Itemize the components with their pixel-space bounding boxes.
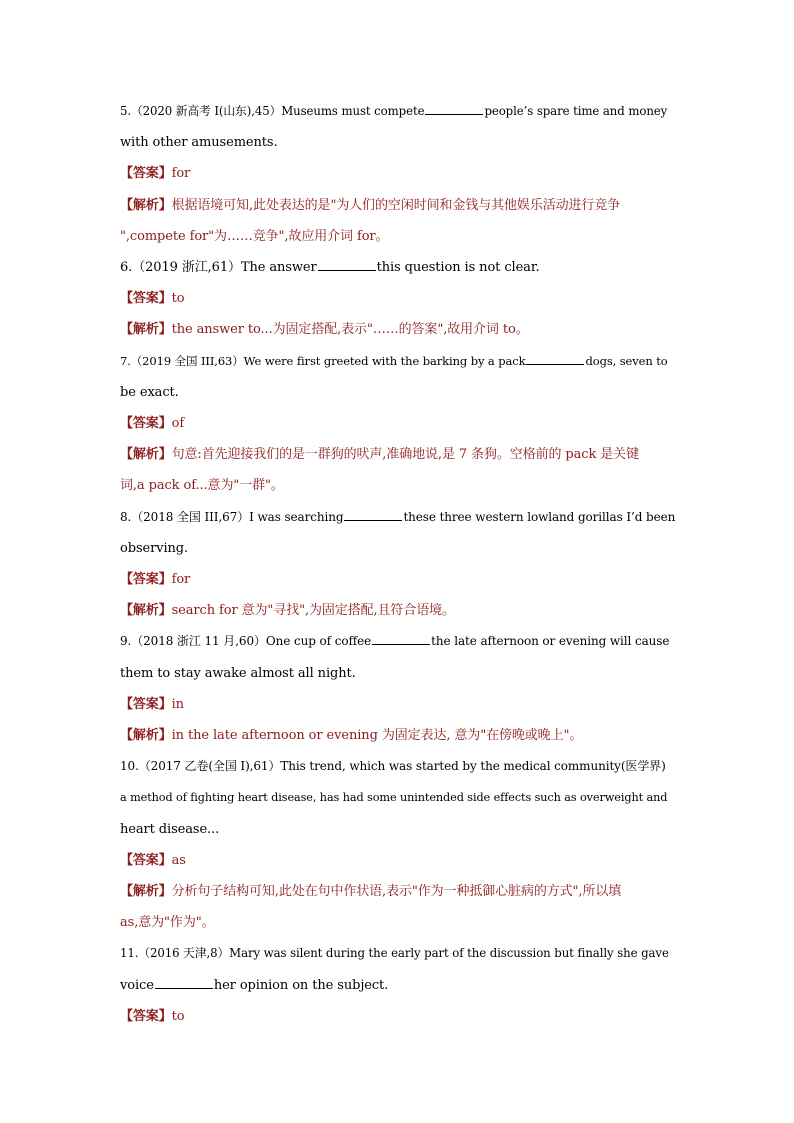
analysis-tag: 【解析】 (120, 884, 172, 900)
question-9-text-a: 9.（2018 浙江 11 月,60）One cup of coffee (120, 634, 372, 649)
question-11-answer (120, 1001, 675, 1032)
question-8-text-b: these three western lowland gorillas I’d been (403, 509, 676, 524)
answer-value: for (171, 572, 191, 588)
question-7-analysis-2: 词,a pack of...意为"一群"。 (120, 478, 284, 494)
analysis-text: 根据语境可知,此处表达的是"为人们的空闲时间和金钱与其他娱乐活动进行竞争 (171, 197, 621, 213)
answer-value: as (171, 852, 186, 868)
answer-tag: 【答案】 (120, 696, 172, 712)
answer-value: for (171, 166, 191, 182)
question-10-analysis-1 (120, 876, 675, 907)
question-10-line-3: heart disease... (120, 821, 220, 837)
answer-blank (425, 101, 483, 115)
answer-value: in (171, 696, 184, 712)
answer-tag: 【答案】 (120, 291, 172, 307)
question-8-line-2: observing. (120, 540, 189, 556)
analysis-text: 句意:首先迎接我们的是一群狗的吠声,准确地说,是 7 条狗。空格前的 pack 是关键 (171, 447, 639, 463)
question-5-text-a: 5.（2020 新高考 I(山东),45）Museums must compete (120, 104, 425, 118)
analysis-tag: 【解析】 (120, 197, 172, 213)
analysis-tag: 【解析】 (120, 322, 172, 338)
analysis-text: the answer to...为固定搭配,表示"……的答案",故用介词 to。 (171, 322, 529, 338)
analysis-text: 分析句子结构可知,此处在句中作状语,表示"作为一种抵御心脏病的方式",所以填 (171, 884, 622, 900)
answer-tag: 【答案】 (120, 416, 172, 432)
question-11-text-b: her opinion on the subject. (213, 977, 389, 993)
question-5-line-2: with other amusements. (120, 135, 278, 151)
analysis-text: in the late afternoon or evening 为固定表达, 意为"在傍晚或晚上"。 (171, 728, 583, 744)
question-7-text-b: dogs, seven to (585, 353, 668, 368)
question-10-line-2: a method of fighting heart disease, has had some unintended side effects such as overweight and (120, 791, 668, 805)
question-10-analysis-2: as,意为"作为"。 (120, 915, 215, 931)
answer-tag: 【答案】 (120, 1008, 172, 1024)
question-10-line-1: 10.（2017 乙卷(全国 I),61）This trend, which was started by the medical community(医学界) (120, 759, 666, 774)
question-9-text-b: the late afternoon or evening will cause (431, 634, 670, 649)
question-6-text-b: this question is not clear. (376, 260, 540, 276)
answer-blank (318, 257, 376, 271)
question-8-answer (120, 564, 675, 595)
question-5-line-1 (120, 96, 675, 127)
answer-value: of (171, 416, 185, 432)
answer-value: to (171, 1008, 185, 1024)
analysis-text: search for 意为"寻找",为固定搭配,且符合语境。 (171, 603, 455, 619)
question-11-line-2 (120, 970, 675, 1001)
question-7-analysis-1 (120, 439, 675, 470)
answer-blank (372, 631, 430, 645)
question-6-analysis-1 (120, 314, 675, 345)
answer-value: to (171, 291, 185, 307)
question-8-analysis-1 (120, 595, 675, 626)
question-10-answer (120, 845, 675, 876)
question-9-line-2: them to stay awake almost all night. (120, 665, 356, 681)
question-7-line-2: be exact. (120, 384, 179, 400)
question-9-line-1 (120, 626, 675, 657)
question-5-answer (120, 158, 675, 189)
question-7-answer (120, 408, 675, 439)
question-8-line-1 (120, 502, 675, 533)
question-7-text-a: 7.（2019 全国 III,63）We were first greeted with the barking by a pack (120, 353, 526, 368)
answer-blank (155, 975, 213, 989)
question-11-line-1: 11.（2016 天津,8）Mary was silent during the early part of the discussion but finally she gave (120, 946, 669, 961)
question-11-text-a: voice (120, 977, 154, 993)
question-6-line-1 (120, 252, 675, 283)
question-5-analysis-2: ",compete for"为……竞争",故应用介词 for。 (120, 228, 389, 244)
question-8-text-a: 8.（2018 全国 III,67）I was searching (120, 509, 344, 524)
question-9-answer (120, 689, 675, 720)
answer-tag: 【答案】 (120, 166, 172, 182)
answer-blank (526, 351, 584, 365)
analysis-tag: 【解析】 (120, 728, 172, 744)
question-6-answer (120, 283, 675, 314)
question-6-text-a: 6.（2019 浙江,61）The answer (120, 260, 317, 276)
analysis-tag: 【解析】 (120, 603, 172, 619)
exercise-content (120, 96, 675, 1032)
answer-tag: 【答案】 (120, 572, 172, 588)
question-7-line-1 (120, 346, 675, 377)
question-9-analysis-1 (120, 720, 675, 751)
answer-tag: 【答案】 (120, 852, 172, 868)
answer-blank (344, 507, 402, 521)
question-5-analysis-1 (120, 190, 675, 221)
question-5-text-b: people’s spare time and money (484, 104, 668, 118)
analysis-tag: 【解析】 (120, 447, 172, 463)
